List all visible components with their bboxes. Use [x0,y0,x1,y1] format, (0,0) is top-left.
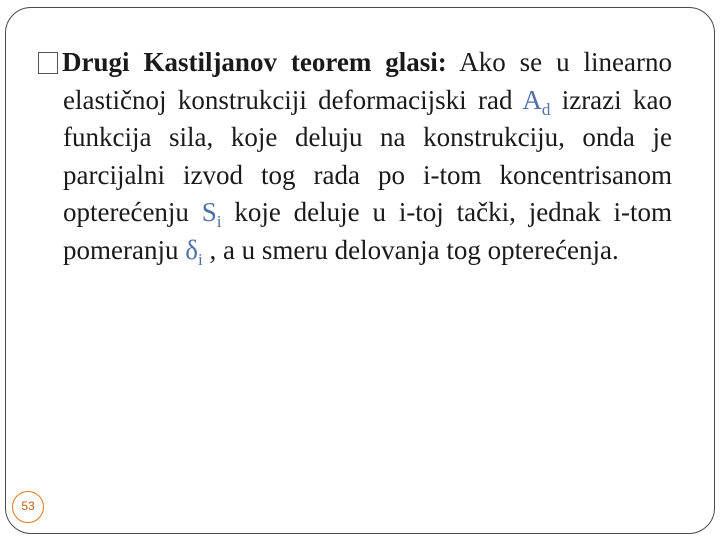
theorem-paragraph [38,44,672,270]
slide-body [38,44,672,270]
text-segment-2: izrazi kao funkcija sila, koje deluju na konstrukciju, onda je parcijalni izvod tog rada po i-tom koncentrisanom opterećenju [63,84,672,228]
text-segment-3: koje deluje u i-toj tački, jednak i-tom pomeranju [63,197,672,265]
symbol-A: A [522,84,542,115]
theorem-term: Drugi Kastiljanov teorem glasi: [62,47,447,77]
symbol-S: S [201,197,217,228]
text-segment-4: , a u smeru delovanja tog opterećenja. [202,234,619,265]
symbol-delta: δ [185,234,198,265]
page-number-badge: 53 [12,491,44,523]
text-segment-1: Ako se u linearno elastičnoj konstrukciji deformacijski rad [63,47,672,115]
symbol-A-subscript: d [541,99,551,119]
symbol-delta-subscript: i [197,249,203,269]
symbol-S-subscript: i [216,212,222,232]
square-bullet-icon [38,52,58,74]
